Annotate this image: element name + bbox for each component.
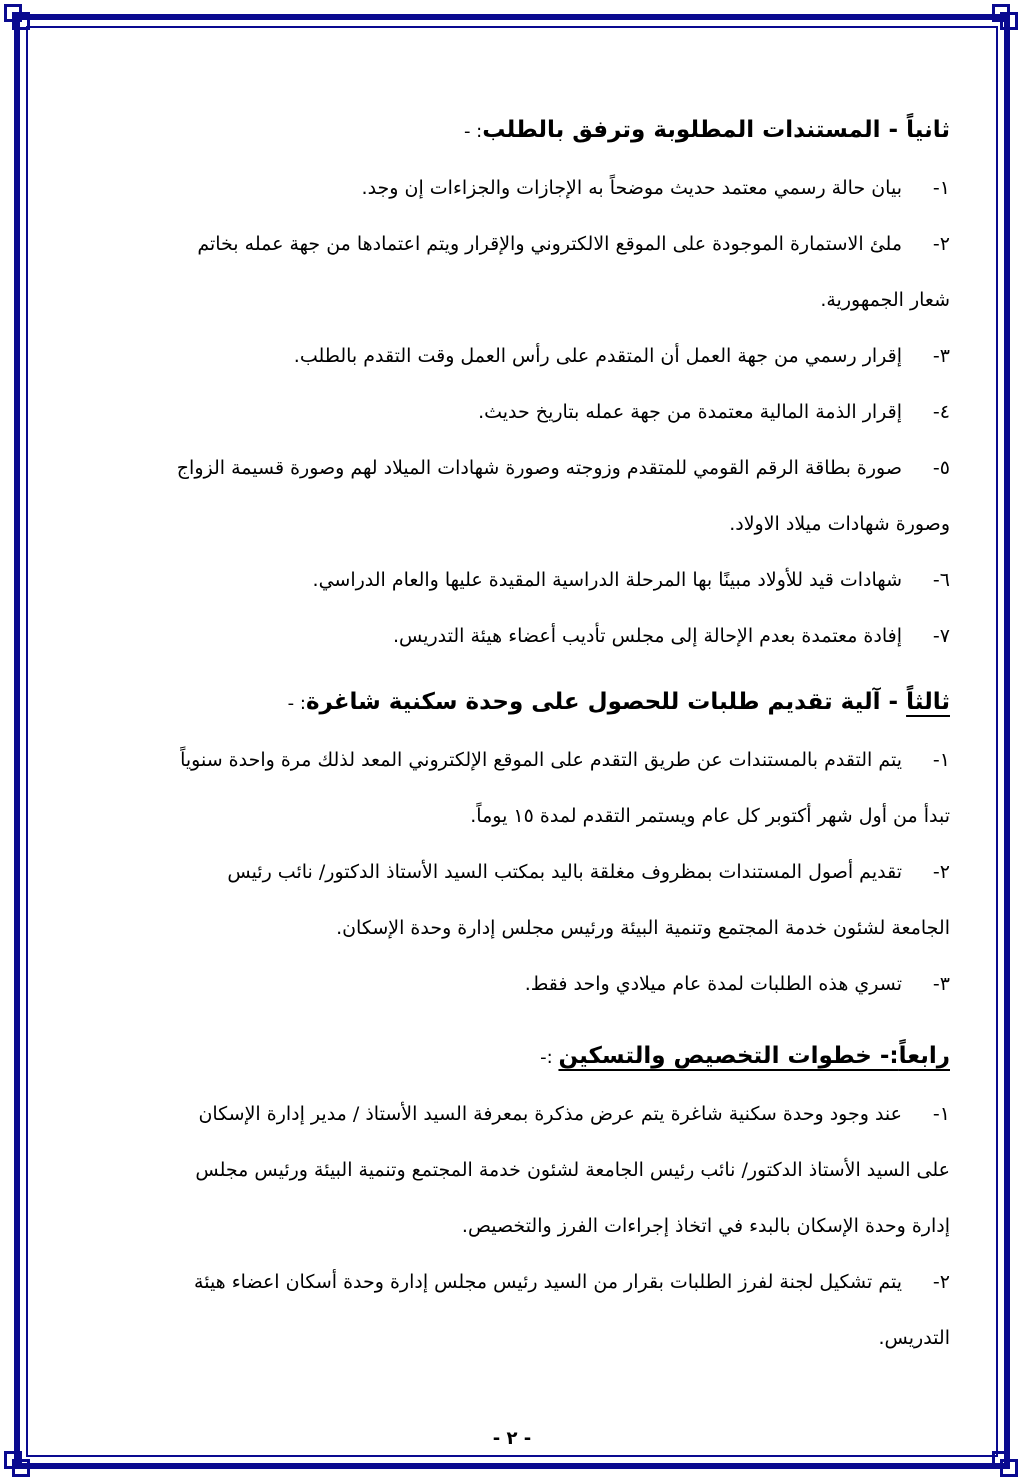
corner-ornament-top-right <box>992 4 1020 32</box>
list-item <box>62 552 950 608</box>
section-title: :- خطوات التخصيص والتسكين <box>558 1043 899 1069</box>
item-text: يتم التقدم بالمستندات عن طريق التقدم على الموقع الإلكتروني المعد لذلك مرة واحدة سنوياً <box>180 749 902 771</box>
list-item <box>62 608 950 664</box>
section-heading-application-mechanism <box>62 680 950 726</box>
item-number: ٧- <box>932 625 950 647</box>
item-text-continued: تبدأ من أول شهر أكتوبر كل عام ويستمر التقدم لمدة ١٥ يوماً. <box>470 805 950 827</box>
item-number: ٤- <box>932 401 950 423</box>
item-number: ٢- <box>932 1271 950 1293</box>
item-text: ملئ الاستمارة الموجودة على الموقع الالكتروني والإقرار ويتم اعتمادها من جهة عمله بخاتم <box>197 233 902 255</box>
item-number: ٢- <box>932 861 950 883</box>
item-text: إقرار رسمي من جهة العمل أن المتقدم على رأس العمل وقت التقدم بالطلب. <box>293 345 902 367</box>
item-text: عند وجود وحدة سكنية شاغرة يتم عرض مذكرة بمعرفة السيد الأستاذ / مدير إدارة الإسكان <box>198 1103 902 1125</box>
section-label: رابعاً <box>898 1043 950 1069</box>
corner-ornament-top-left <box>4 4 32 32</box>
section-title: - المستندات المطلوبة وترفق بالطلب <box>482 117 907 143</box>
item-text-continued: التدريس. <box>878 1327 950 1349</box>
item-text: بيان حالة رسمي معتمد حديث موضحاً به الإجازات والجزاءات إن وجد. <box>361 177 902 199</box>
section-label: ثالثاً <box>906 689 950 715</box>
section-heading-allocation-steps <box>62 1034 950 1080</box>
item-number: ١- <box>932 1103 950 1125</box>
item-number: ٥- <box>932 457 950 479</box>
item-text-continued: الجامعة لشئون خدمة المجتمع وتنمية البيئة ورئيس مجلس إدارة وحدة الإسكان. <box>336 917 950 939</box>
list-item <box>62 956 950 1012</box>
list-item <box>62 328 950 384</box>
item-text: يتم تشكيل لجنة لفرز الطلبات بقرار من السيد رئيس مجلس إدارة وحدة أسكان اعضاء هيئة <box>194 1271 902 1293</box>
document-body <box>62 100 950 1366</box>
list-item <box>62 844 950 900</box>
item-text: إقرار الذمة المالية معتمدة من جهة عمله بتاريخ حديث. <box>478 401 902 423</box>
section-title: - آلية تقديم طلبات للحصول على وحدة سكنية شاغرة <box>305 689 907 715</box>
item-text: صورة بطاقة الرقم القومي للمتقدم وزوجته وصورة شهادات الميلاد لهم وصورة قسيمة الزواج <box>176 457 902 479</box>
item-text-continued: إدارة وحدة الإسكان بالبدء في اتخاذ إجراءات الفرز والتخصيص. <box>461 1215 950 1237</box>
list-item <box>62 160 950 216</box>
list-item <box>62 384 950 440</box>
item-number: ٢- <box>932 233 950 255</box>
item-number: ٣- <box>932 973 950 995</box>
corner-ornament-bottom-right <box>992 1451 1020 1479</box>
section-tail: : - <box>287 693 306 714</box>
list-item <box>62 440 950 496</box>
item-text: تسري هذه الطلبات لمدة عام ميلادي واحد فقط. <box>524 973 902 995</box>
list-item <box>62 1086 950 1142</box>
item-text-continued: وصورة شهادات ميلاد الاولاد. <box>729 513 950 535</box>
item-text: إفادة معتمدة بعدم الإحالة إلى مجلس تأديب أعضاء هيئة التدريس. <box>392 625 902 647</box>
list-item <box>62 216 950 272</box>
page-number: - ٢ - <box>492 1428 532 1449</box>
section-tail: : - <box>463 121 483 142</box>
item-number: ٣- <box>932 345 950 367</box>
item-number: ٦- <box>932 569 950 591</box>
item-text-continued: شعار الجمهورية. <box>820 289 950 311</box>
section-tail: :- <box>540 1047 559 1068</box>
list-item <box>62 1254 950 1310</box>
item-text-continued: على السيد الأستاذ الدكتور/ نائب رئيس الجامعة لشئون خدمة المجتمع وتنمية البيئة ورئيس مجلس <box>195 1159 950 1181</box>
section-label: ثانياً <box>906 117 950 143</box>
item-number: ١- <box>932 177 950 199</box>
item-text: شهادات قيد للأولاد مبينًا بها المرحلة الدراسية المقيدة عليها والعام الدراسي. <box>312 569 902 591</box>
corner-ornament-bottom-left <box>4 1451 32 1479</box>
item-text: تقديم أصول المستندات بمظروف مغلقة باليد بمكتب السيد الأستاذ الدكتور/ نائب رئيس <box>227 861 902 883</box>
item-number: ١- <box>932 749 950 771</box>
list-item <box>62 732 950 788</box>
section-heading-required-documents <box>62 108 950 154</box>
